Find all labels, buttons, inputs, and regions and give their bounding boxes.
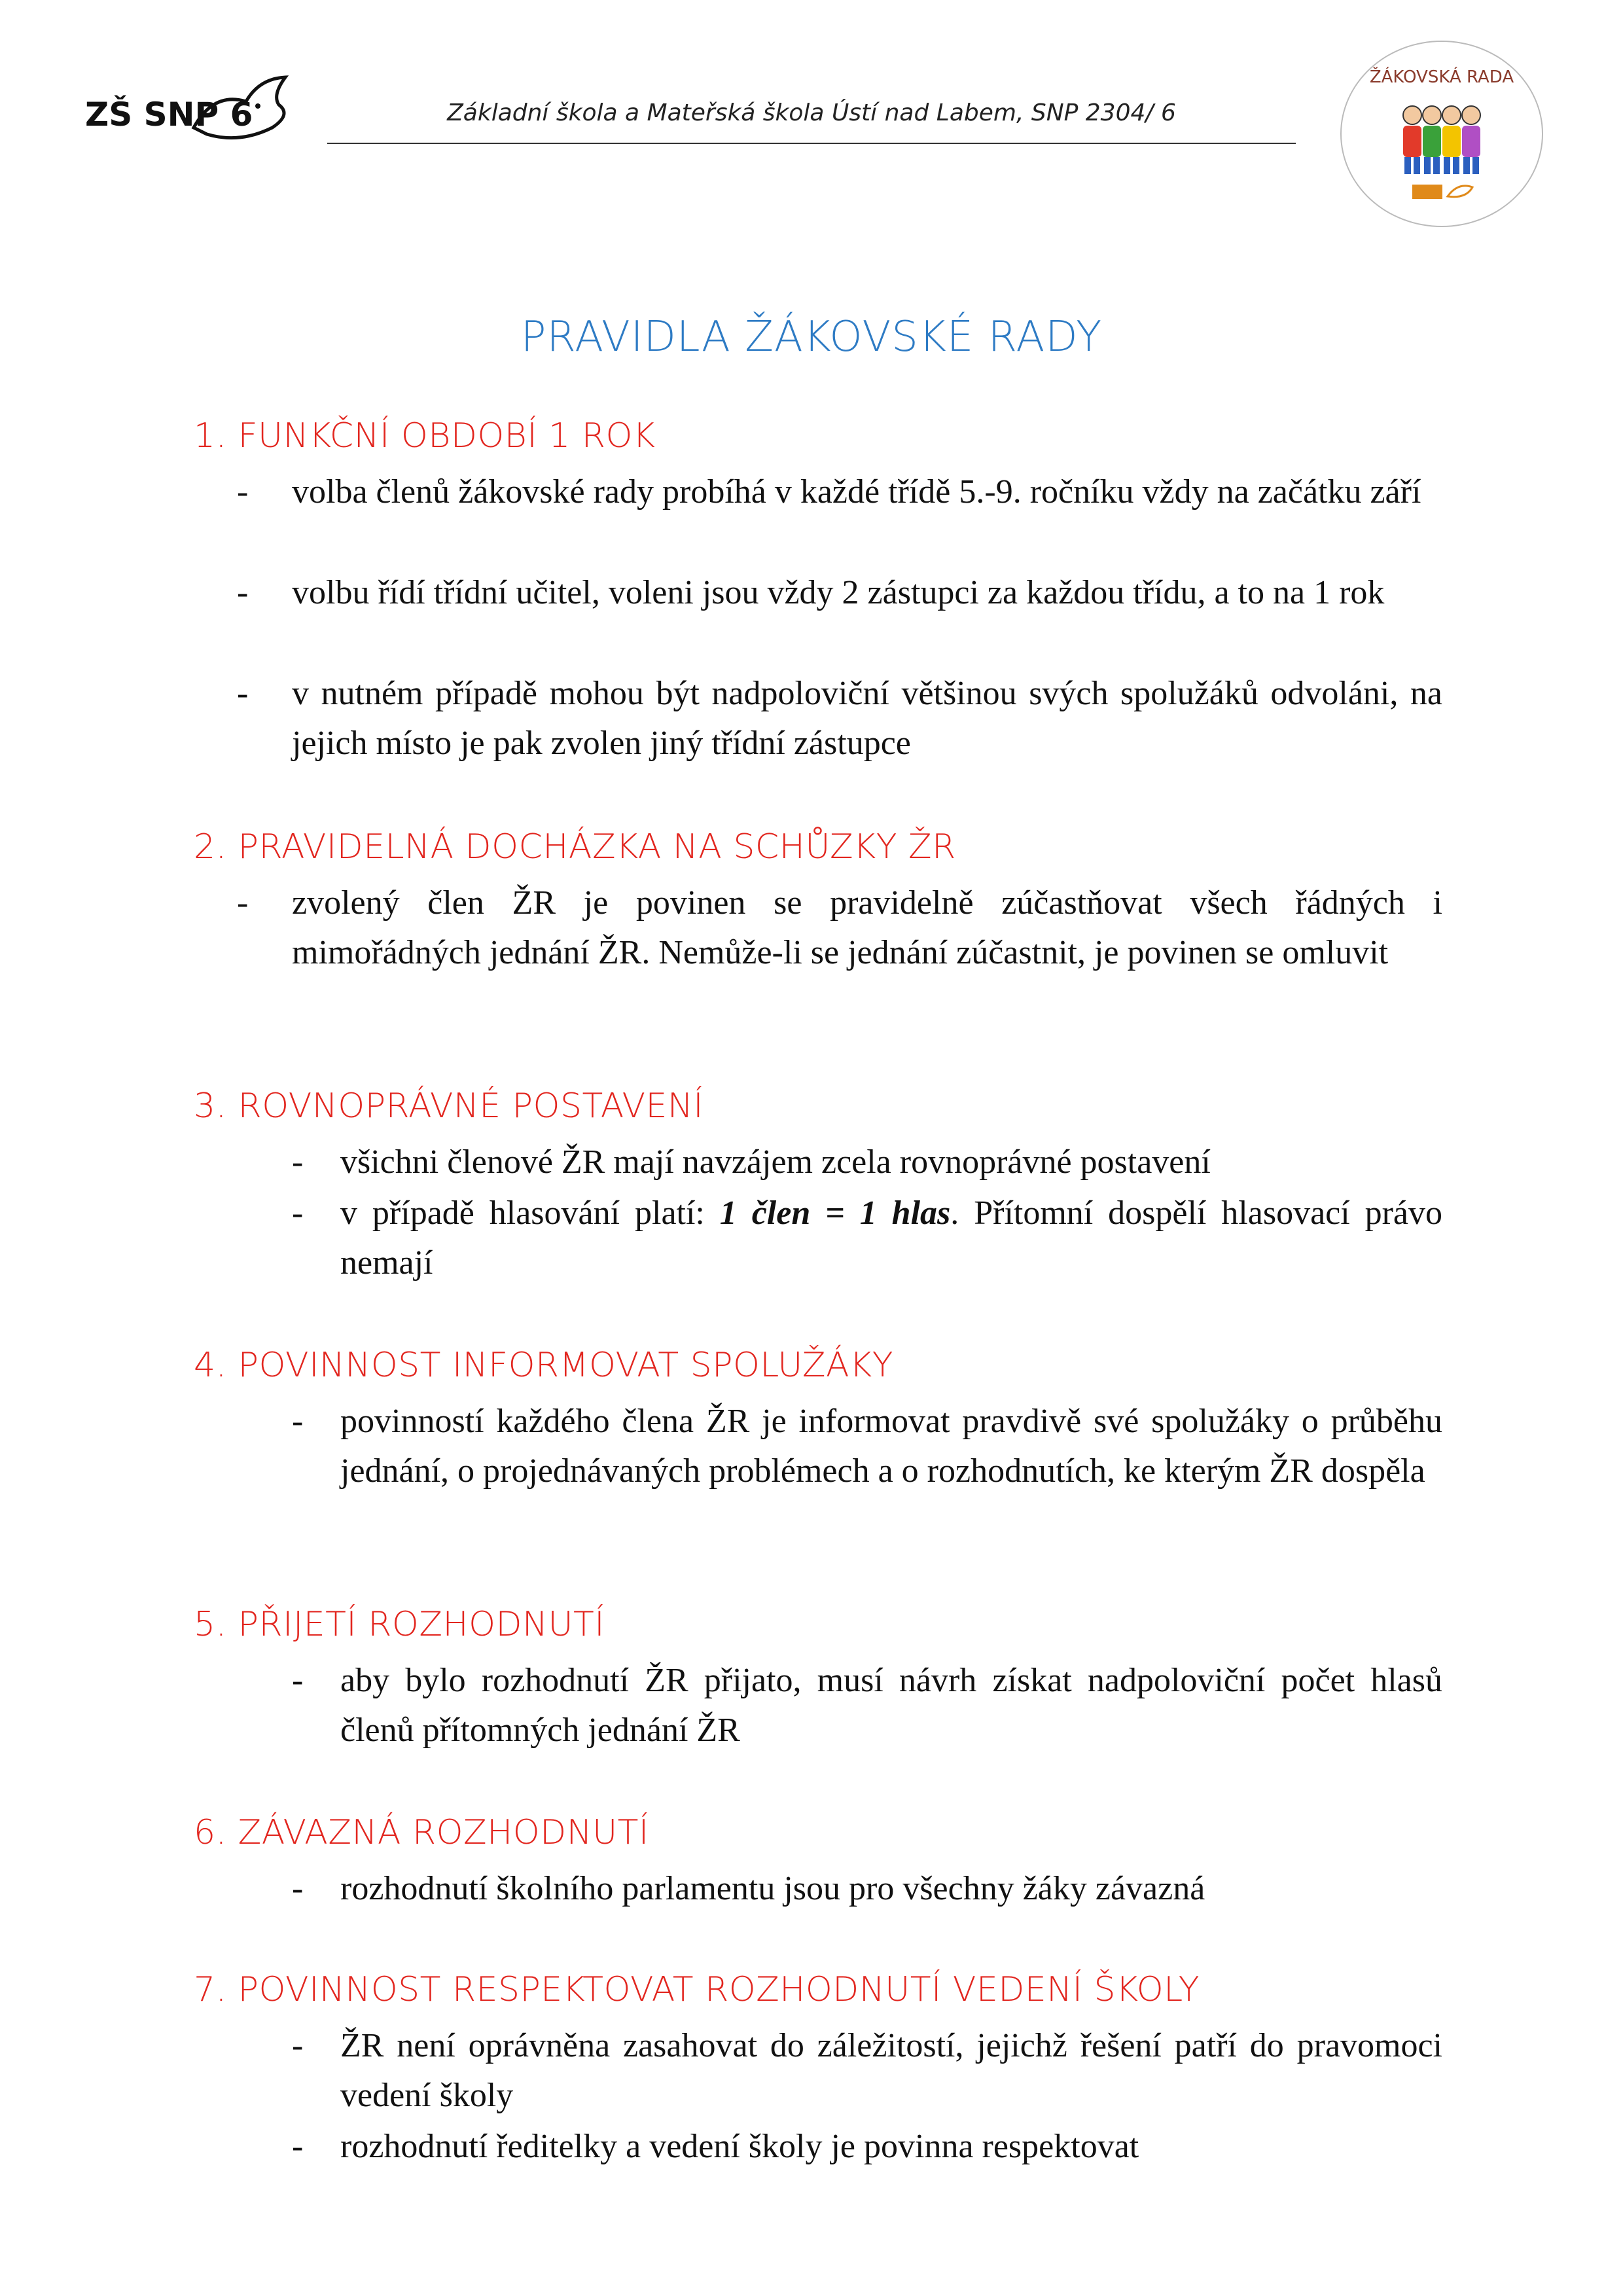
section-heading-2: 2. PRAVIDELNÁ DOCHÁZKA NA SCHŮZKY ŽR [194,827,956,867]
vote-rule-emphasis: 1 člen = 1 hlas [719,1194,951,1232]
list-item: - ŽR není oprávněna zasahovat do záležitostí, jejichž řešení patří do pravomoci vedení školy [292,2027,1442,2114]
school-logo [82,65,298,154]
section-heading-7: 7. POVINNOST RESPEKTOVAT ROZHODNUTÍ VEDENÍ ŠKOLY [194,1970,1200,2009]
school-logo-text: ZŠ SNP 6 [85,96,253,134]
section-heading-5: 5. PŘIJETÍ ROZHODNUTÍ [194,1605,605,1644]
list-item: - rozhodnutí školního parlamentu jsou pro všechny žáky závazná [292,1870,1205,1907]
list-item: - v případě hlasování platí: 1 člen = 1 hlas. Přítomní dospělí hlasovací právo nemají [292,1194,1442,1282]
section-heading-1: 1. FUNKČNÍ OBDOBÍ 1 ROK [194,416,656,456]
list-item: - zvolený člen ŽR je povinen se pravidelně zúčastňovat všech řádných i mimořádných jednání ŽR. Nemůže-li se jednání zúčastnit, je povinen se omluvit [237,884,1442,971]
mini-school-logo-icon [1412,185,1472,199]
list-item: - volbu řídí třídní učitel, voleni jsou vždy 2 zástupci za každou třídu, a to na 1 rok [237,574,1385,611]
list-item: - v nutném případě mohou být nadpoloviční většinou svých spolužáků odvoláni, na jejich místo je pak zvolen jiný třídní zástupce [237,675,1442,762]
section-heading-6: 6. ZÁVAZNÁ ROZHODNUTÍ [194,1813,649,1852]
page-title: PRAVIDLA ŽÁKOVSKÉ RADY [520,313,1103,361]
list-item: - rozhodnutí ředitelky a vedení školy je povinna respektovat [292,2128,1139,2165]
council-logo-text: ŽÁKOVSKÁ RADA [1369,67,1514,87]
list-item: - volba členů žákovské rady probíhá v každé třídě 5.-9. ročníku vždy na začátku září [237,473,1421,511]
section-heading-4: 4. POVINNOST INFORMOVAT SPOLUŽÁKY [194,1346,893,1385]
header-divider [327,143,1296,144]
list-item: - povinností každého člena ŽR je informovat pravdivě své spolužáky o průběhu jednání, o projednávaných problémech a o rozhodnutích, ke kterým ŽR dospěla [292,1403,1442,1490]
list-item: - všichni členové ŽR mají navzájem zcela rovnoprávné postavení [292,1143,1211,1181]
student-council-logo [1340,41,1543,227]
school-name: Základní škola a Mateřská škola Ústí nad Labem, SNP 2304/ 6 [447,99,1176,126]
section-heading-3: 3. ROVNOPRÁVNÉ POSTAVENÍ [194,1086,704,1126]
list-item: - aby bylo rozhodnutí ŽR přijato, musí návrh získat nadpoloviční počet hlasů členů přítomných jednání ŽR [292,1662,1442,1749]
children-figures-icon [1403,106,1480,174]
